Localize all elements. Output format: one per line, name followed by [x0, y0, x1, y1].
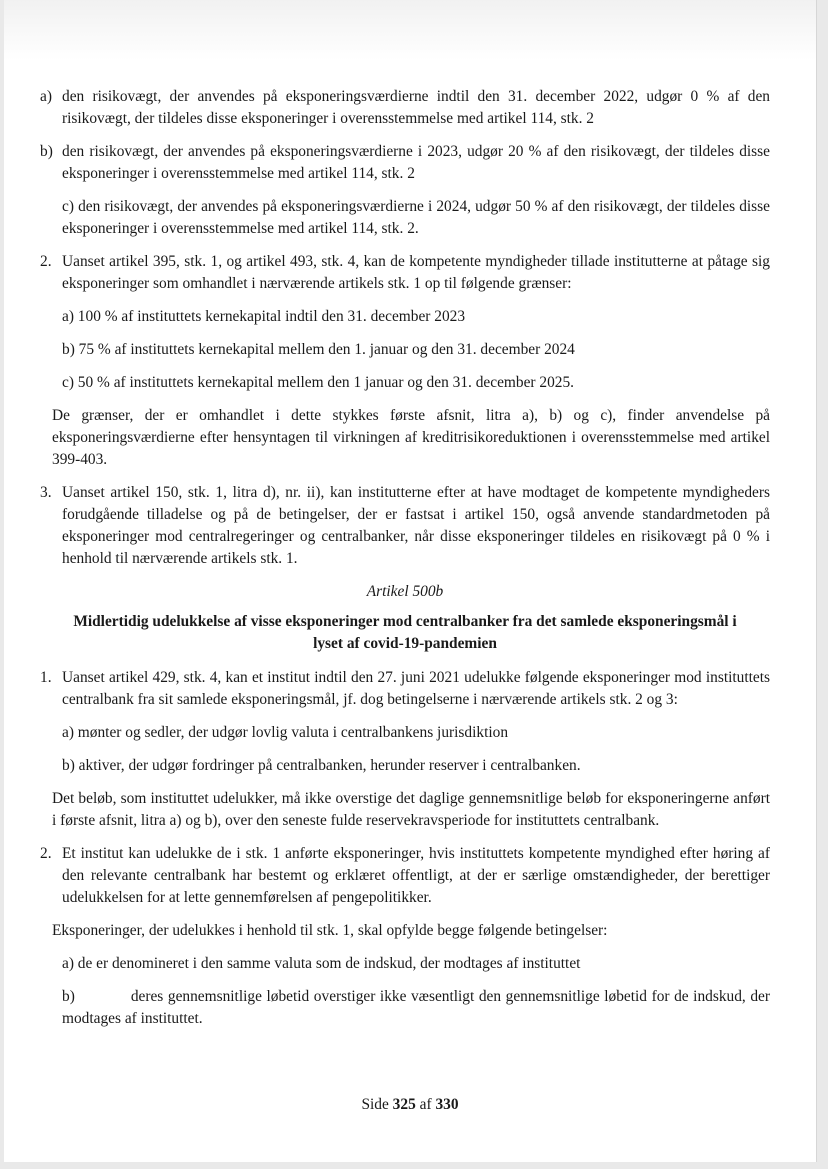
- footer-page-number: 325: [392, 1096, 416, 1113]
- list-item-2b: b) 75 % af instituttets kernekapital mellem den 1. januar og den 31. december 2024: [62, 341, 575, 358]
- article-list-item-2b: [62, 986, 770, 1030]
- article-list-item-1a: a) mønter og sedler, der udgør lovlig valuta i centralbankens jurisdiktion: [62, 724, 509, 741]
- list-item-2a: a) 100 % af instituttets kernekapital indtil den 31. december 2023: [62, 308, 466, 325]
- paragraph-text: Et institut kan udelukke de i stk. 1 anførte eksponeringer, hvis instituttets kompetente myndighed efter høring af den relevante centralbank har bestemt og erklæret offentligt, at der er særlige omstændigheder, der berettiger udelukkelsen for at lette gennemførelsen af pengepolitikker.: [62, 845, 770, 906]
- paragraph-number: 3.: [40, 484, 52, 501]
- paragraph-2: [40, 251, 770, 295]
- paragraph-text: Uanset artikel 395, stk. 1, og artikel 493, stk. 4, kan de kompetente myndigheder tillade institutterne at påtage sig eksponeringer som omhandlet i nærværende artikels stk. 1 op til følgende grænser:: [62, 253, 770, 292]
- footer-separator: af: [419, 1096, 432, 1113]
- paragraph-number: 2.: [40, 253, 52, 270]
- footer-total-pages: 330: [435, 1096, 459, 1113]
- article-number: Artikel 500b: [366, 583, 444, 600]
- footer-prefix: Side: [361, 1096, 389, 1113]
- article-list-item-2a: a) de er denomineret i den samme valuta som de indskud, der modtages af instituttet: [62, 955, 581, 972]
- article-paragraph-2: [40, 843, 770, 909]
- paragraph-3: [40, 482, 770, 570]
- article-list-item-1b: b) aktiver, der udgør fordringer på centralbanken, herunder reserver i centralbanken.: [62, 757, 581, 774]
- scan-top-band: [4, 0, 816, 60]
- list-text: den risikovægt, der anvendes på eksponeringsværdierne i 2023, udgør 20 % af den risikovægt, der tildeles disse eksponeringer i overensstemmelse med artikel 114, stk. 2: [62, 143, 770, 182]
- paragraph-text: Uanset artikel 429, stk. 4, kan et institut indtil den 27. juni 2021 udelukke følgende eksponeringer mod instituttets centralbank fra sit samlede eksponeringsmål, jf. dog betingelserne i nærværende artikels stk. 2 og 3:: [62, 669, 770, 708]
- list-marker: b): [62, 988, 75, 1005]
- document-page: [4, 0, 817, 1162]
- list-marker: a): [40, 88, 52, 105]
- article-paragraph-1-note: Det beløb, som instituttet udelukker, må ikke overstige det daglige gennemsnitlige beløb for eksponeringerne anført i første afsnit, litra a) og b), over den seneste fulde reservekravsperiode for instituttets centralbank.: [52, 790, 770, 829]
- list-item-1c: c) den risikovægt, der anvendes på eksponeringsværdierne i 2024, udgør 50 % af den risikovægt, der tildeles disse eksponeringer i overensstemmelse med artikel 114, stk. 2.: [62, 198, 770, 237]
- list-text: deres gennemsnitlige løbetid overstiger ikke væsentligt den gennemsnitlige løbetid for de indskud, der modtages af instituttet.: [62, 988, 770, 1027]
- article-title: Midlertidig udelukkelse af visse eksponeringer mod centralbanker fra det samlede eksponeringsmål i lyset af covid-19-pandemien: [73, 613, 737, 652]
- article-paragraph-2-note: Eksponeringer, der udelukkes i henhold til stk. 1, skal opfylde begge følgende betingelser:: [52, 922, 608, 939]
- paragraph-2-note: De grænser, der er omhandlet i dette stykkes første afsnit, litra a), b) og c), finder anvendelse på eksponeringsværdierne efter hensyntagen til virkningen af kreditrisikoreduktionen i overensstemmelse med artikel 399-403.: [52, 407, 770, 468]
- list-text: den risikovægt, der anvendes på eksponeringsværdierne indtil den 31. december 2022, udgør 0 % af den risikovægt, der tildeles disse eksponeringer i overensstemmelse med artikel 114, stk. 2: [62, 88, 770, 127]
- list-marker: b): [40, 143, 53, 160]
- paragraph-number: 2.: [40, 845, 52, 862]
- page-footer: [4, 1096, 816, 1114]
- article-paragraph-1: [40, 667, 770, 711]
- list-item-2c: c) 50 % af instituttets kernekapital mellem den 1 januar og den 31. december 2025.: [62, 374, 575, 391]
- page-content: [40, 86, 770, 1041]
- paragraph-number: 1.: [40, 669, 52, 686]
- paragraph-text: Uanset artikel 150, stk. 1, litra d), nr. ii), kan institutterne efter at have modtaget de kompetente myndigheders forudgående tilladelse og på de betingelser, der er fastsat i artikel 150, også anvende standardmetoden på eksponeringer mod centralregeringer og centralbanker, når disse eksponeringer tildeles en risikovægt på 0 % i henhold til nærværende artikels stk. 1.: [62, 484, 770, 567]
- list-item-1a: [40, 86, 770, 130]
- list-item-1b: [40, 141, 770, 185]
